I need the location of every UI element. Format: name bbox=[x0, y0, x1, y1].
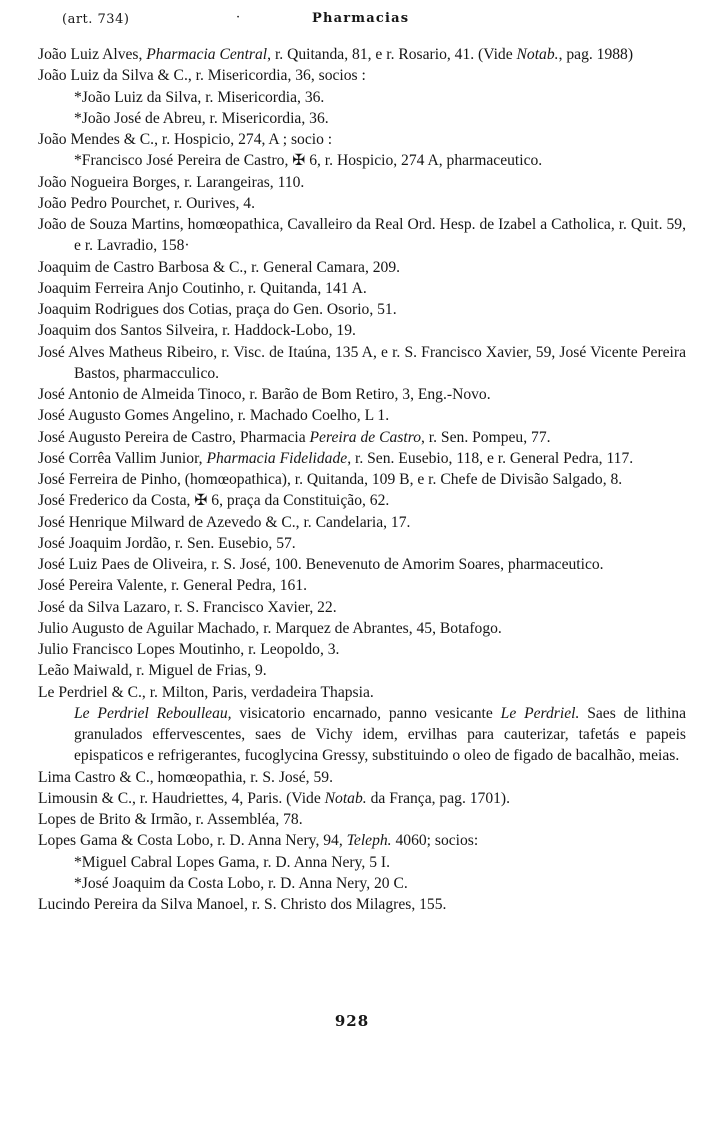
partner-entry: *Francisco José Pereira de Castro, ✠ 6, r. Hospicio, 274 A, pharmaceutico. bbox=[74, 152, 543, 170]
directory-entry: Le Perdriel & C., r. Milton, Paris, verdadeira Thapsia. bbox=[38, 683, 374, 701]
directory-entry: Leão Maiwald, r. Miguel de Frias, 9. bbox=[38, 662, 267, 680]
directory-entry: João Mendes & C., r. Hospicio, 274, A ; socio : bbox=[38, 131, 333, 148]
directory-entry: José Augusto Gomes Angelino, r. Machado Coelho, L 1. bbox=[38, 407, 390, 425]
product-description: Le Perdriel Reboulleau, visicatorio encarnado, panno vesicante Le Perdriel. Saes de lithina granulados effervescentes, saes de Vichy idem, ervilhas para cauterizar, tafetás e papeis epispaticos e refrigerantes, fucoglycina Gressy, substituindo o oleo de figado de bacalhão, meias. bbox=[74, 704, 687, 765]
running-header bbox=[0, 8, 704, 30]
directory-entry: Lopes de Brito & Irmão, r. Assembléa, 78. bbox=[38, 811, 303, 828]
directory-entry: Lima Castro & C., homœopathia, r. S. José, 59. bbox=[38, 768, 333, 786]
directory-entry: José Pereira Valente, r. General Pedra, 161. bbox=[38, 577, 308, 595]
directory-entry: José Henrique Milward de Azevedo & C., r. Candelaria, 17. bbox=[38, 513, 411, 531]
directory-entry: João Luiz da Silva & C., r. Misericordia, 36, socios : bbox=[38, 67, 366, 85]
directory-entry: Julio Augusto de Aguilar Machado, r. Marquez de Abrantes, 45, Botafogo. bbox=[38, 619, 502, 637]
directory-entry: João Luiz Alves, Pharmacia Central, r. Quitanda, 81, e r. Rosario, 41. (Vide Notab., pag. 1988) bbox=[38, 46, 634, 63]
directory-entry: Joaquim Rodrigues dos Cotias, praça do Gen. Osorio, 51. bbox=[38, 301, 397, 318]
partner-entry: *João José de Abreu, r. Misericordia, 36. bbox=[74, 109, 329, 127]
directory-entry: José da Silva Lazaro, r. S. Francisco Xavier, 22. bbox=[38, 598, 337, 616]
directory-entry: Lucindo Pereira da Silva Manoel, r. S. Christo dos Milagres, 155. bbox=[38, 896, 447, 913]
directory-entry: José Corrêa Vallim Junior, Pharmacia Fidelidade, r. Sen. Eusebio, 118, e r. General Pedra, 117. bbox=[38, 449, 634, 467]
directory-entry: João de Souza Martins, homœopathica, Cavalleiro da Real Ord. Hesp. de Izabel a Catholica, r. Quit. 59, e r. Lavradio, 158· bbox=[38, 216, 686, 255]
directory-entry: Joaquim dos Santos Silveira, r. Haddock-Lobo, 19. bbox=[38, 322, 356, 340]
directory-entry: José Ferreira de Pinho, (homœopathica), r. Quitanda, 109 B, e r. Chefe de Divisão Salgado, 8. bbox=[38, 471, 623, 488]
directory-entry: José Joaquim Jordão, r. Sen. Eusebio, 57. bbox=[38, 534, 296, 552]
directory-entry: Julio Francisco Lopes Moutinho, r. Leopoldo, 3. bbox=[38, 641, 340, 658]
partner-entry: *José Joaquim da Costa Lobo, r. D. Anna Nery, 20 C. bbox=[74, 874, 408, 892]
directory-entry: José Alves Matheus Ribeiro, r. Visc. de Itaúna, 135 A, e r. S. Francisco Xavier, 59, José Vicente Pereira Bastos, pharmacculico. bbox=[38, 343, 686, 382]
directory-entries bbox=[38, 44, 686, 915]
directory-entry: Limousin & C., r. Haudriettes, 4, Paris. (Vide Notab. da França, pag. 1701). bbox=[38, 789, 511, 807]
directory-entry: Lopes Gama & Costa Lobo, r. D. Anna Nery, 94, Teleph. 4060; socios: bbox=[38, 832, 479, 850]
directory-entry: José Augusto Pereira de Castro, Pharmacia Pereira de Castro, r. Sen. Pompeu, 77. bbox=[38, 428, 551, 446]
directory-entry: José Antonio de Almeida Tinoco, r. Barão de Bom Retiro, 3, Eng.-Novo. bbox=[38, 386, 491, 403]
directory-entry: João Pedro Pourchet, r. Ourives, 4. bbox=[38, 194, 255, 212]
header-separator: · bbox=[236, 10, 241, 25]
page-number: 928 bbox=[334, 1012, 370, 1030]
directory-entry: João Nogueira Borges, r. Larangeiras, 110. bbox=[38, 173, 305, 191]
directory-entry: José Luiz Paes de Oliveira, r. S. José, 100. Benevenuto de Amorim Soares, pharmaceutico. bbox=[38, 556, 604, 573]
partner-entry: *João Luiz da Silva, r. Misericordia, 36. bbox=[74, 88, 325, 106]
article-reference: (art. 734) bbox=[62, 12, 130, 27]
directory-entry: Joaquim de Castro Barbosa & C., r. General Camara, 209. bbox=[38, 258, 401, 276]
directory-entry: Joaquim Ferreira Anjo Coutinho, r. Quitanda, 141 A. bbox=[38, 279, 367, 297]
partner-entry: *Miguel Cabral Lopes Gama, r. D. Anna Nery, 5 I. bbox=[74, 853, 390, 871]
section-title: Pharmacias bbox=[312, 11, 410, 26]
directory-entry: José Frederico da Costa, ✠ 6, praça da Constituição, 62. bbox=[38, 492, 390, 510]
